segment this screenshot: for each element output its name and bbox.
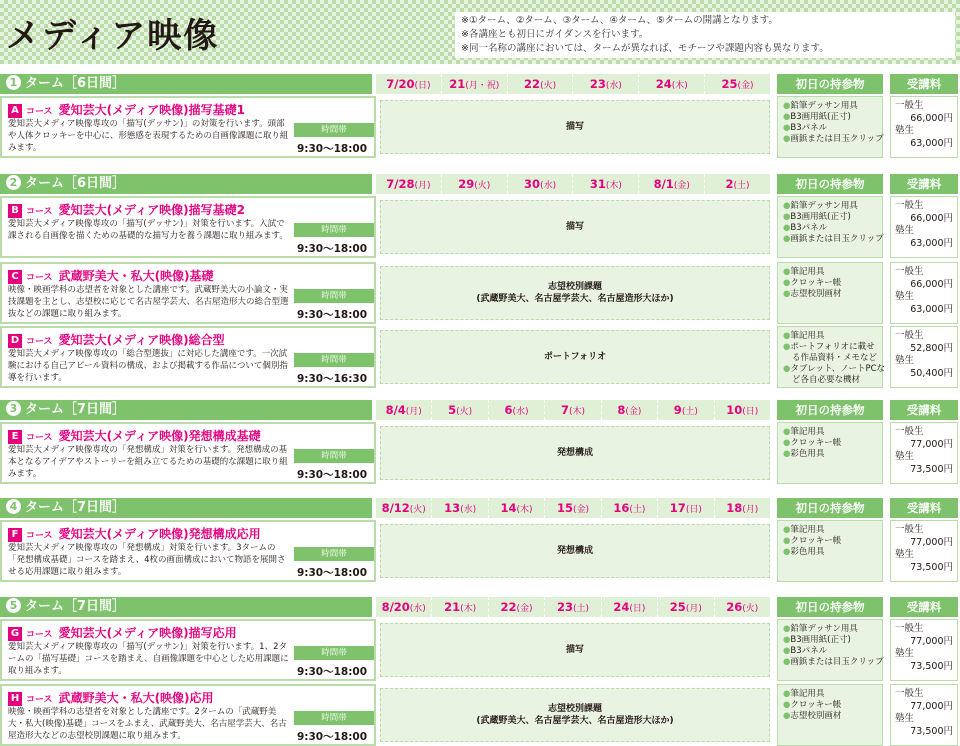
bullet-icon: ● <box>783 223 791 233</box>
bullet-icon: ● <box>783 331 791 341</box>
course-letter: A <box>8 104 22 118</box>
item-line: ●画鋲または目玉クリップ <box>783 657 884 667</box>
date-cell: 8/1(金) <box>639 174 705 194</box>
course-info <box>0 262 376 324</box>
fee-member-label: 塾生 <box>895 713 915 724</box>
term-header-bar <box>0 597 372 617</box>
item-line: ●彩色用具 <box>783 449 825 459</box>
bullet-icon: ● <box>783 427 791 437</box>
course-subject <box>380 623 770 677</box>
course-time: 9:30〜18:00 <box>297 567 368 579</box>
fee-general-label: 一般生 <box>895 266 924 277</box>
fee-member-value: 50,400円 <box>910 367 953 379</box>
date-cell: 24(日) <box>602 597 658 617</box>
item-line: ●ポートフォリオに載せ <box>783 342 875 352</box>
bullet-icon: ● <box>783 201 791 211</box>
course-description: 愛知芸大メディア映像専攻の「描写(デッサン)」対策を行います。1、2タームの「描写基礎」コースを踏まえ、自画像課題を中心とした応用課題に取り組みます。 <box>8 642 289 676</box>
date-cell: 22(火) <box>508 74 574 94</box>
item-line: ●鉛筆デッサン用具 <box>783 624 858 634</box>
course-info <box>0 684 376 746</box>
date-cell: 30(水) <box>508 174 574 194</box>
fee-member-value: 73,500円 <box>910 725 953 737</box>
date-cell: 7/20(日) <box>376 74 442 94</box>
note-line: ※①ターム、②ターム、③ターム、④ターム、⑤タームの開講となります。 <box>461 15 778 26</box>
fee-member-label: 塾生 <box>895 355 915 366</box>
time-label: 時間帯 <box>294 711 374 725</box>
course-kosu-label: コース <box>26 337 53 347</box>
course-letter: E <box>8 430 22 444</box>
term-label: ターム［7日間］ <box>25 402 126 417</box>
course-letter: D <box>8 334 22 348</box>
course-fee <box>890 684 958 746</box>
date-cell: 10(日) <box>726 403 759 417</box>
header-banner <box>0 0 960 64</box>
items-header: 初日の持参物 <box>777 498 883 518</box>
bullet-icon: ● <box>783 689 791 699</box>
bullet-icon: ● <box>783 112 791 122</box>
bullet-icon: ● <box>783 278 791 288</box>
item-line: ●筆記用具 <box>783 525 825 535</box>
course-time: 9:30〜18:00 <box>297 731 368 743</box>
course-items <box>777 96 883 158</box>
item-line: ●クロッキー帳 <box>783 438 842 448</box>
time-label: 時間帯 <box>294 646 374 660</box>
fee-member-value: 73,500円 <box>910 660 953 672</box>
course-items <box>777 422 883 484</box>
course-fee <box>890 262 958 324</box>
term-number-badge: 3 <box>6 401 21 416</box>
fee-general-value: 77,000円 <box>910 700 953 712</box>
course-items <box>777 196 883 258</box>
time-label: 時間帯 <box>294 449 374 463</box>
course-row <box>0 196 960 258</box>
bullet-icon: ● <box>783 657 791 667</box>
course-letter: C <box>8 270 22 284</box>
course-subject-text: 発想構成 <box>556 546 593 556</box>
time-label: 時間帯 <box>294 547 374 561</box>
item-line: ●クロッキー帳 <box>783 700 842 710</box>
fee-member-label: 塾生 <box>895 125 915 136</box>
course-subject-text: 描写 <box>565 222 584 232</box>
items-header: 初日の持参物 <box>777 597 883 617</box>
course-time: 9:30〜16:30 <box>297 373 368 385</box>
fee-general-label: 一般生 <box>895 100 924 111</box>
course-subject <box>380 524 770 578</box>
term-dates <box>376 597 770 617</box>
fee-member-label: 塾生 <box>895 549 915 560</box>
bullet-icon: ● <box>783 267 791 277</box>
course-title <box>8 101 245 118</box>
page-title: メディア映像 <box>6 16 220 56</box>
course-row <box>0 96 960 158</box>
course-items <box>777 326 886 388</box>
course-title <box>8 525 261 542</box>
course-kosu-label: コース <box>26 630 53 640</box>
date-cell: 14(木) <box>489 498 545 518</box>
time-label: 時間帯 <box>294 123 374 137</box>
item-line: ●B3画用紙(正寸) <box>783 112 851 122</box>
course-name: 愛知芸大(メディア映像)総合型 <box>58 333 225 347</box>
course-title <box>8 689 214 706</box>
date-cell: 25(金) <box>721 77 754 91</box>
course-subject-text: 描写 <box>565 645 584 655</box>
course-subject-text: 発想構成 <box>556 448 593 458</box>
fee-member-value: 63,000円 <box>910 303 953 315</box>
bullet-icon: ● <box>783 536 791 546</box>
items-header: 初日の持参物 <box>777 74 883 94</box>
course-description: 愛知芸大メディア映像専攻の「発想構成」対策を行います。3タームの「発想構成基礎」コースを踏まえ、4枚の画面構成において物語を展開させる応用課題に取り組みます。 <box>8 543 286 577</box>
course-kosu-label: コース <box>26 433 53 443</box>
term-dates <box>376 498 770 518</box>
date-cell: 24(木) <box>639 74 705 94</box>
fee-general-value: 66,000円 <box>910 278 953 290</box>
item-line: ど各自必要な機材 <box>792 375 861 385</box>
term-header-bar <box>0 498 372 518</box>
course-fee <box>890 619 958 681</box>
bullet-icon: ● <box>783 525 791 535</box>
course-row <box>0 619 960 681</box>
item-line: ●鉛筆デッサン用具 <box>783 201 858 211</box>
course-title <box>8 624 237 641</box>
course-items <box>777 262 883 324</box>
course-description: 映像・映画学科の志望者を対象とした講座です。2タームの「武蔵野美大・私大(映像)基礎」コースをふまえ、武蔵野美大、名古屋学芸大、名古屋造形大などの志望校別課題に取り組みます。 <box>8 707 287 741</box>
notes-box <box>455 12 955 58</box>
course-row <box>0 326 960 388</box>
bullet-icon: ● <box>783 646 791 656</box>
bullet-icon: ● <box>783 547 791 557</box>
item-line: ●画鋲または目玉クリップ <box>783 134 884 144</box>
course-name: 武蔵野美大・私大(映像)基礎 <box>58 269 214 283</box>
course-kosu-label: コース <box>26 531 53 541</box>
course-description: 愛知芸大メディア映像専攻の「描写(デッサン)」対策を行います。入試で課される自画像を描くための基礎的な描写力を養う課題に取り組みます。 <box>8 219 288 241</box>
course-time: 9:30〜18:00 <box>297 243 368 255</box>
bullet-icon: ● <box>783 364 791 374</box>
term-number-badge: 1 <box>6 75 21 90</box>
course-info <box>0 196 376 258</box>
course-subject <box>380 426 770 480</box>
term-number-badge: 4 <box>6 499 21 514</box>
course-row <box>0 520 960 582</box>
term-dates <box>376 74 770 94</box>
bullet-icon: ● <box>783 342 791 352</box>
date-cell: 18(月) <box>726 501 759 515</box>
fee-general-label: 一般生 <box>895 688 924 699</box>
date-cell: 6(水) <box>489 400 545 420</box>
date-cell: 8(金) <box>602 400 658 420</box>
term-label: ターム［7日間］ <box>25 599 126 614</box>
course-name: 愛知芸大(メディア映像)描写基礎1 <box>58 103 245 117</box>
fee-general-value: 66,000円 <box>910 112 953 124</box>
fee-header: 受講料 <box>890 174 958 194</box>
term-header-bar <box>0 400 372 420</box>
item-line: ●彩色用具 <box>783 547 825 557</box>
fee-member-label: 塾生 <box>895 451 915 462</box>
date-cell: 15(金) <box>545 498 601 518</box>
course-letter: B <box>8 204 22 218</box>
course-items <box>777 619 883 681</box>
fee-general-value: 66,000円 <box>910 212 953 224</box>
fee-general-value: 77,000円 <box>910 438 953 450</box>
course-subject <box>380 330 770 384</box>
fee-general-value: 52,800円 <box>910 342 953 354</box>
item-line: ●B3画用紙(正寸) <box>783 212 851 222</box>
term-number-badge: 5 <box>6 598 21 613</box>
item-line: ●志望校別画材 <box>783 289 842 299</box>
course-name: 愛知芸大(メディア映像)描写応用 <box>58 626 237 640</box>
date-cell: 26(火) <box>726 600 759 614</box>
course-row <box>0 684 960 746</box>
time-label: 時間帯 <box>294 353 374 367</box>
fee-general-label: 一般生 <box>895 330 924 341</box>
date-cell: 7/28(月) <box>376 174 442 194</box>
course-items <box>777 684 883 746</box>
date-cell: 5(火) <box>432 400 488 420</box>
item-line: ●クロッキー帳 <box>783 536 842 546</box>
items-header: 初日の持参物 <box>777 400 883 420</box>
course-name: 愛知芸大(メディア映像)発想構成応用 <box>58 527 261 541</box>
item-line: ●筆記用具 <box>783 331 825 341</box>
course-title <box>8 331 225 348</box>
course-fee <box>890 520 958 582</box>
fee-member-label: 塾生 <box>895 225 915 236</box>
item-line: ●B3パネル <box>783 223 828 233</box>
date-cell: 16(土) <box>602 498 658 518</box>
item-line: ●筆記用具 <box>783 267 825 277</box>
course-description: 映像・映画学科の志望者を対象とした講座です。武蔵野美大の小論文・実技課題を主とし、志望校に応じて名古屋学芸大、名古屋造形大の総合型選抜などの課題に取り組みます。 <box>8 285 289 319</box>
item-line: ●鉛筆デッサン用具 <box>783 101 858 111</box>
course-title <box>8 267 214 284</box>
bullet-icon: ● <box>783 449 791 459</box>
fee-general-label: 一般生 <box>895 200 924 211</box>
course-kosu-label: コース <box>26 207 53 217</box>
bullet-icon: ● <box>783 101 791 111</box>
course-description: 愛知芸大メディア映像専攻の「描写(デッサン)」の対策を行います。頭部や人体クロッキーを中心に、形態感を表現するための自画像課題に取り組みます。 <box>8 119 289 153</box>
term-label: ターム［6日間］ <box>25 176 126 191</box>
fee-header: 受講料 <box>890 597 958 617</box>
course-time: 9:30〜18:00 <box>297 666 368 678</box>
date-cell: 9(土) <box>658 400 714 420</box>
date-cell: 17(日) <box>658 498 714 518</box>
course-letter: G <box>8 627 22 641</box>
date-cell: 8/12(火) <box>376 498 432 518</box>
term-header-bar <box>0 74 372 94</box>
course-name: 愛知芸大(メディア映像)描写基礎2 <box>58 203 245 217</box>
course-time: 9:30〜18:00 <box>297 143 368 155</box>
course-letter: F <box>8 528 22 542</box>
course-info <box>0 619 376 681</box>
course-row <box>0 262 960 324</box>
fee-member-value: 73,500円 <box>910 463 953 475</box>
items-header: 初日の持参物 <box>777 174 883 194</box>
item-line: ●タブレット、ノートPCな <box>783 364 886 374</box>
course-subject <box>380 688 770 742</box>
course-info <box>0 326 376 388</box>
fee-general-value: 77,000円 <box>910 635 953 647</box>
date-cell: 21(月・祝) <box>442 74 508 94</box>
course-description: 愛知芸大メディア映像専攻の「発想構成」対策を行います。発想構成の基本となるアイデアやストーリーを組み立てるための基礎的な課題に取り組みます。 <box>8 445 288 479</box>
course-title <box>8 201 245 218</box>
fee-member-value: 73,500円 <box>910 561 953 573</box>
fee-general-value: 77,000円 <box>910 536 953 548</box>
term-header-bar <box>0 174 372 194</box>
date-cell: 31(木) <box>573 174 639 194</box>
term-label: ターム［7日間］ <box>25 500 126 515</box>
bullet-icon: ● <box>783 212 791 222</box>
item-line: ●画鋲または目玉クリップ <box>783 234 884 244</box>
date-cell: 8/4(月) <box>376 400 432 420</box>
fee-header: 受講料 <box>890 400 958 420</box>
course-fee <box>890 196 958 258</box>
bullet-icon: ● <box>783 711 791 721</box>
bullet-icon: ● <box>783 624 791 634</box>
course-row <box>0 422 960 484</box>
course-info <box>0 520 376 582</box>
course-description: 愛知芸大メディア映像専攻の「総合型選抜」に対応した講座です。一次試験における自己アピール資料の構成、および掲載する作品について個別指導を行います。 <box>8 349 288 383</box>
fee-general-label: 一般生 <box>895 623 924 634</box>
course-subject-text: 志望校別課題 (武蔵野美大、名古屋学芸大、名古屋造形大ほか) <box>476 704 674 726</box>
bullet-icon: ● <box>783 289 791 299</box>
date-cell: 23(土) <box>545 597 601 617</box>
bullet-icon: ● <box>783 234 791 244</box>
date-cell: 7(木) <box>545 400 601 420</box>
item-line: ●クロッキー帳 <box>783 278 842 288</box>
term-dates <box>376 400 770 420</box>
date-cell: 2(土) <box>725 177 750 191</box>
course-title <box>8 427 261 444</box>
course-kosu-label: コース <box>26 273 53 283</box>
item-line: ●B3パネル <box>783 123 828 133</box>
course-subject <box>380 266 770 320</box>
term-dates <box>376 174 770 194</box>
course-subject <box>380 200 770 254</box>
date-cell: 25(月) <box>658 597 714 617</box>
fee-general-label: 一般生 <box>895 426 924 437</box>
item-line: ●志望校別画材 <box>783 711 842 721</box>
course-kosu-label: コース <box>26 695 53 705</box>
date-cell: 23(水) <box>573 74 639 94</box>
item-line: ●筆記用具 <box>783 689 825 699</box>
course-kosu-label: コース <box>26 107 53 117</box>
course-fee <box>890 422 958 484</box>
course-name: 愛知芸大(メディア映像)発想構成基礎 <box>58 429 261 443</box>
date-cell: 8/20(水) <box>376 597 432 617</box>
term-label: ターム［6日間］ <box>25 76 126 91</box>
bullet-icon: ● <box>783 134 791 144</box>
course-time: 9:30〜18:00 <box>297 469 368 481</box>
course-info <box>0 422 376 484</box>
course-subject-text: 志望校別課題 (武蔵野美大、名古屋学芸大、名古屋造形大ほか) <box>476 282 674 304</box>
fee-member-value: 63,000円 <box>910 237 953 249</box>
course-items <box>777 520 883 582</box>
fee-member-label: 塾生 <box>895 291 915 302</box>
term-number-badge: 2 <box>6 175 21 190</box>
note-line: ※同一名称の講座においては、タームが異なれば、モチーフや課題内容も異なります。 <box>461 43 829 54</box>
bullet-icon: ● <box>783 700 791 710</box>
course-fee <box>890 326 958 388</box>
course-name: 武蔵野美大・私大(映像)応用 <box>58 691 214 705</box>
time-label: 時間帯 <box>294 223 374 237</box>
note-line: ※各講座とも初日にガイダンスを行います。 <box>461 29 649 40</box>
course-fee <box>890 96 958 158</box>
course-info <box>0 96 376 158</box>
fee-header: 受講料 <box>890 498 958 518</box>
course-letter: H <box>8 692 22 706</box>
bullet-icon: ● <box>783 123 791 133</box>
date-cell: 22(金) <box>489 597 545 617</box>
item-line: ●B3パネル <box>783 646 828 656</box>
fee-member-label: 塾生 <box>895 648 915 659</box>
item-line: ●筆記用具 <box>783 427 825 437</box>
time-label: 時間帯 <box>294 289 374 303</box>
item-line: る作品資料・メモなど <box>792 353 878 363</box>
date-cell: 13(水) <box>432 498 488 518</box>
course-subject-text: ポートフォリオ <box>543 352 607 362</box>
course-subject <box>380 100 770 154</box>
fee-member-value: 63,000円 <box>910 137 953 149</box>
bullet-icon: ● <box>783 438 791 448</box>
course-subject-text: 描写 <box>565 122 584 132</box>
fee-general-label: 一般生 <box>895 524 924 535</box>
bullet-icon: ● <box>783 635 791 645</box>
date-cell: 29(火) <box>442 174 508 194</box>
course-time: 9:30〜18:00 <box>297 309 368 321</box>
item-line: ●B3画用紙(正寸) <box>783 635 851 645</box>
date-cell: 21(木) <box>432 597 488 617</box>
fee-header: 受講料 <box>890 74 958 94</box>
